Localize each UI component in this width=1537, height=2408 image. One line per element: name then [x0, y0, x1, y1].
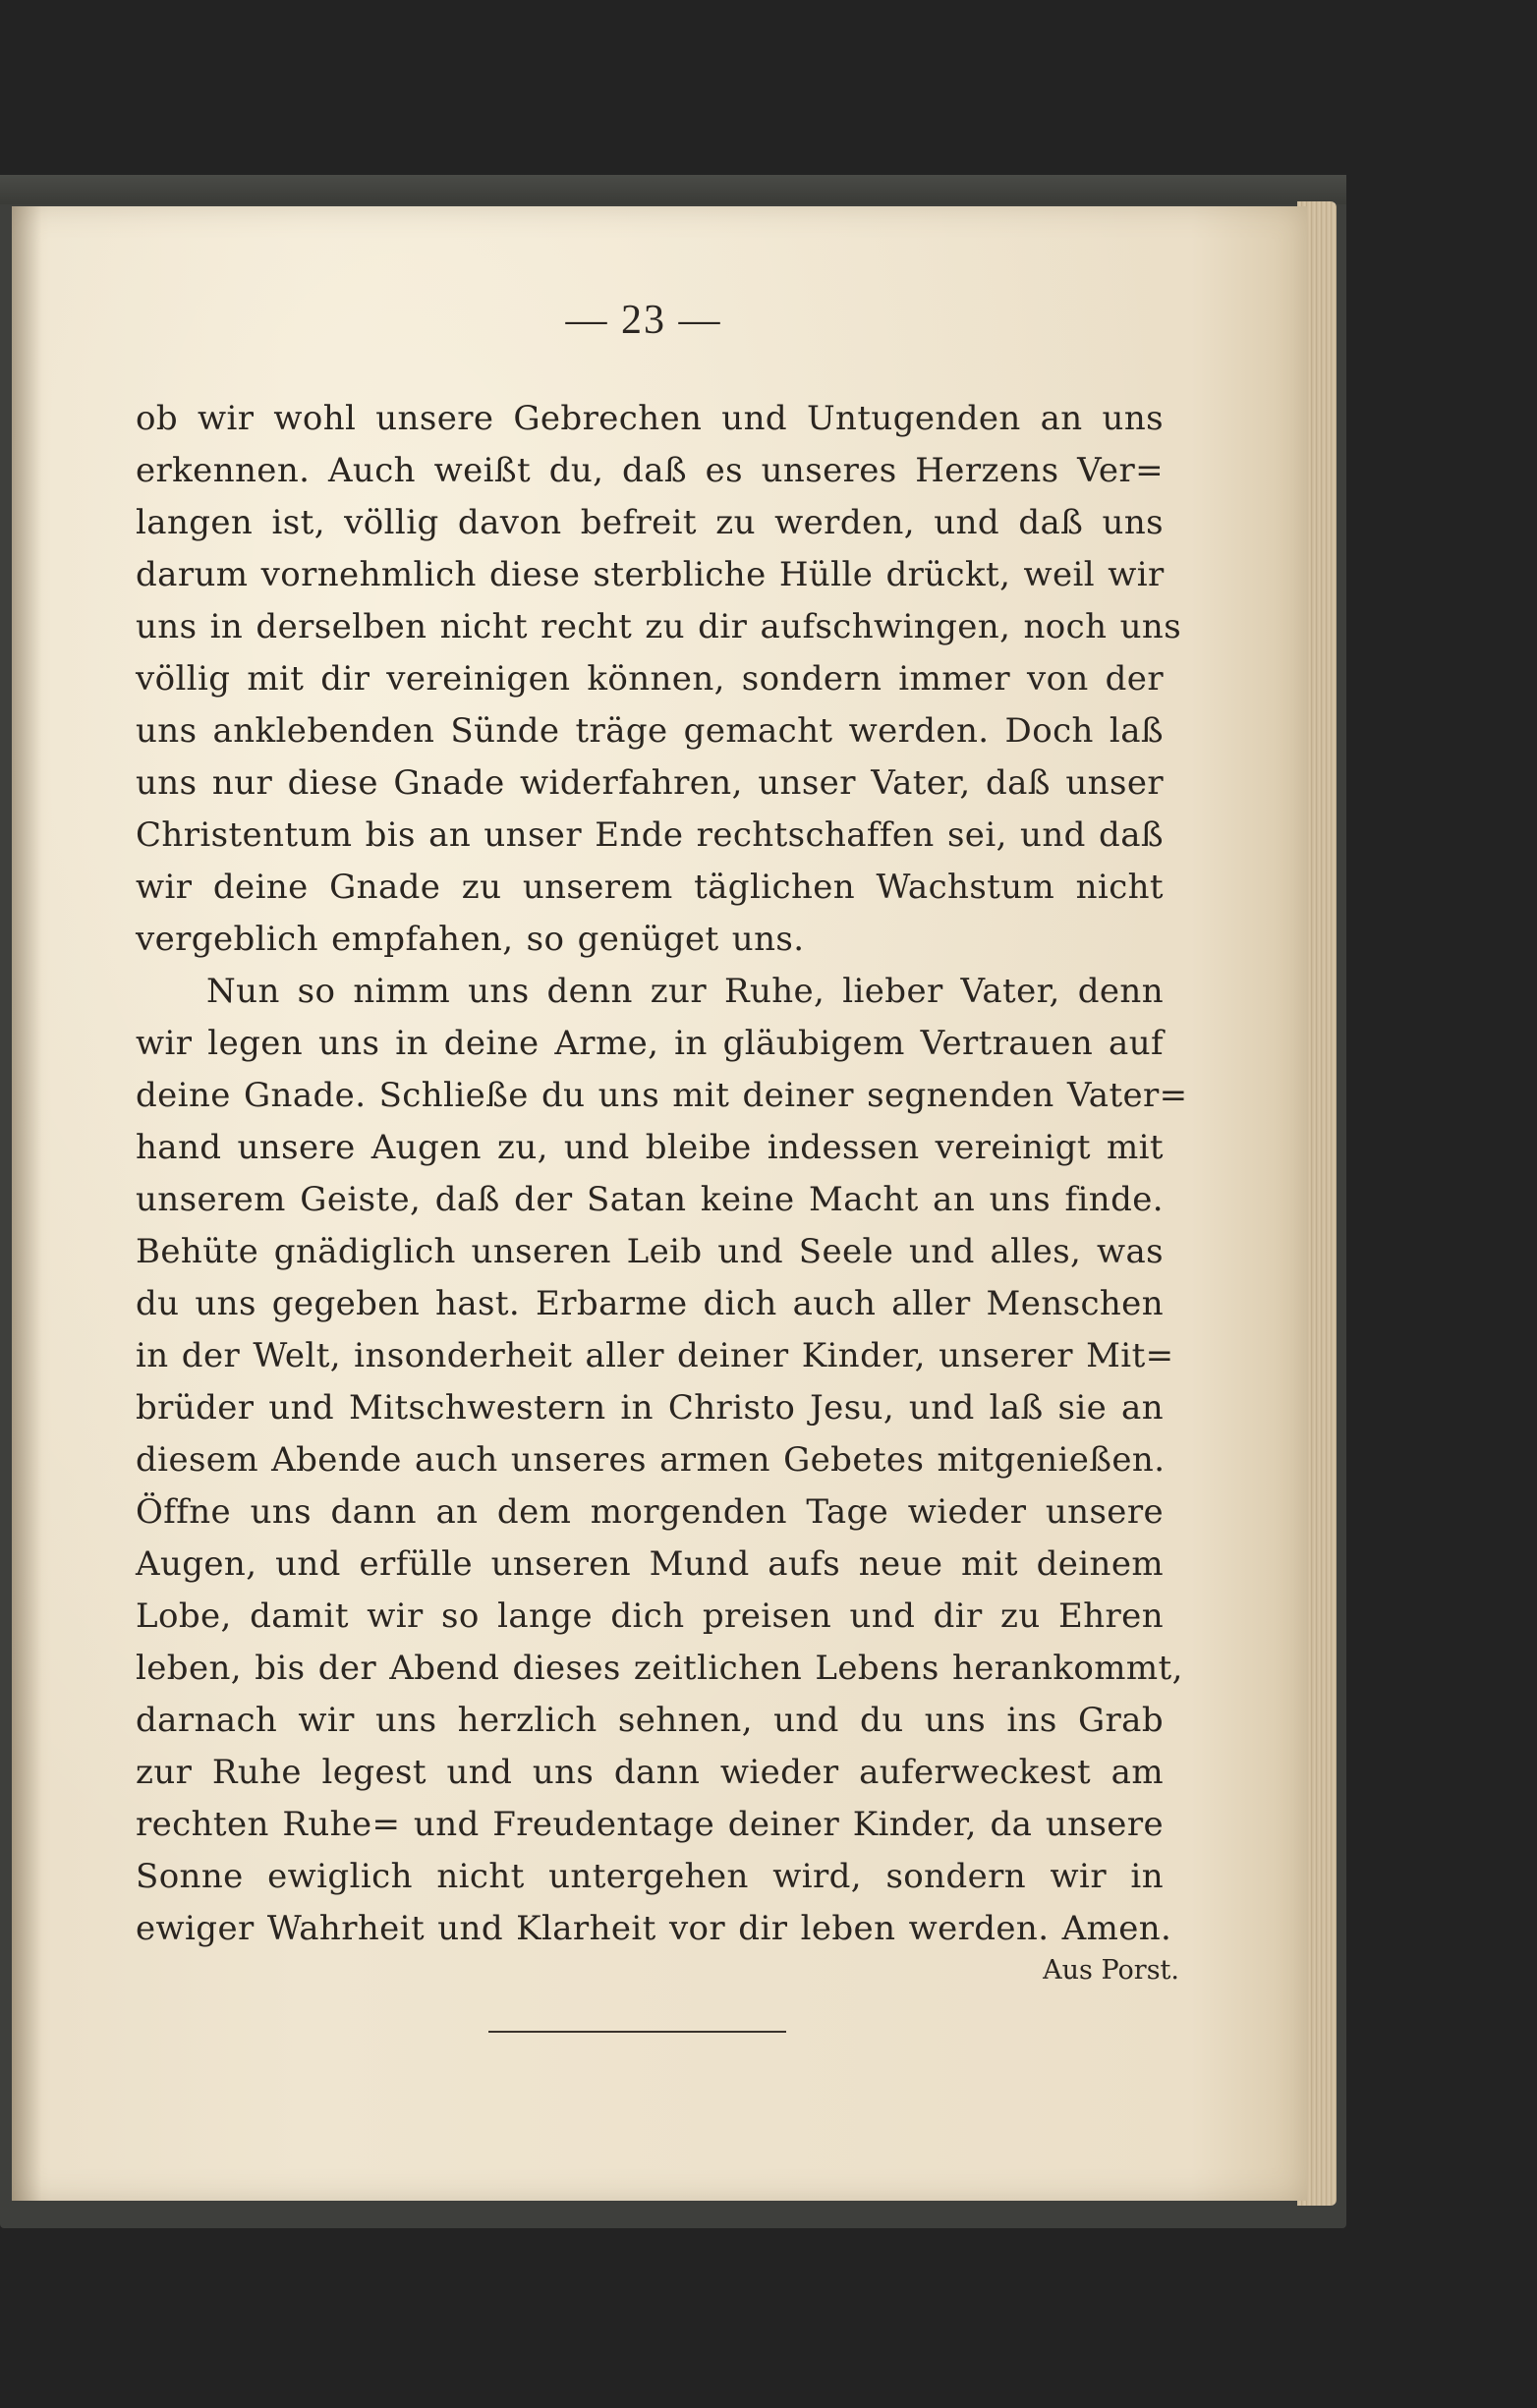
text-line: zur Ruhe legest und uns dann wieder auferweckest am [136, 1753, 1164, 1792]
text-line: Sonne ewiglich nicht untergehen wird, sondern wir in [136, 1857, 1164, 1896]
text-line: uns in derselben nicht recht zu dir aufschwingen, noch uns [136, 607, 1182, 646]
text-line: rechten Ruhe= und Freudentage deiner Kinder, da unsere [136, 1805, 1164, 1844]
text-line: vergeblich empfahen, so genüget uns. [136, 920, 805, 959]
gutter-shadow [12, 206, 41, 2201]
text-line: Christentum bis an unser Ende rechtschaffen sei, und daß [136, 815, 1164, 855]
book-cover-edge [0, 175, 1346, 204]
text-line: diesem Abende auch unseres armen Gebetes mitgenießen. [136, 1440, 1166, 1480]
closing-rule [488, 2031, 786, 2033]
text-line: brüder und Mitschwestern in Christo Jesu, und laß sie an [136, 1388, 1164, 1428]
page-number: — 23 — [565, 298, 722, 343]
text-line: uns nur diese Gnade widerfahren, unser Vater, daß unser [136, 763, 1164, 803]
body-text [136, 393, 1188, 1955]
text-line: erkennen. Auch weißt du, daß es unseres Herzens Ver= [136, 451, 1164, 490]
text-line: unserem Geiste, daß der Satan keine Macht an uns finde. [136, 1180, 1164, 1219]
text-line: wir legen uns in deine Arme, in gläubigem Vertrauen auf [136, 1024, 1164, 1063]
text-line: darum vornehmlich diese sterbliche Hülle drückt, weil wir [136, 555, 1165, 594]
text-line: Nun so nimm uns denn zur Ruhe, lieber Vater, denn [206, 972, 1164, 1011]
source-attribution: Aus Porst. [1043, 1955, 1179, 1986]
text-line: in der Welt, insonderheit aller deiner Kinder, unserer Mit= [136, 1336, 1174, 1375]
text-line: wir deine Gnade zu unserem täglichen Wachstum nicht [136, 868, 1164, 907]
text-line: du uns gegeben hast. Erbarme dich auch aller Menschen [136, 1284, 1164, 1323]
text-line: ob wir wohl unsere Gebrechen und Untugenden an uns [136, 399, 1164, 438]
text-line: Behüte gnädiglich unseren Leib und Seele und alles, was [136, 1232, 1164, 1271]
text-line: hand unsere Augen zu, und bleibe indessen vereinigt mit [136, 1128, 1164, 1167]
text-line: darnach wir uns herzlich sehnen, und du uns ins Grab [136, 1701, 1164, 1740]
text-line: völlig mit dir vereinigen können, sondern immer von der [136, 659, 1164, 699]
text-line: Augen, und erfülle unseren Mund aufs neue mit deinem [136, 1544, 1164, 1584]
text-line: langen ist, völlig davon befreit zu werden, und daß uns [136, 503, 1164, 542]
text-line: Lobe, damit wir so lange dich preisen und dir zu Ehren [136, 1596, 1164, 1636]
text-line: uns anklebenden Sünde träge gemacht werden. Doch laß [136, 711, 1164, 751]
text-line: Öffne uns dann an dem morgenden Tage wieder unsere [136, 1492, 1164, 1532]
text-line: ewiger Wahrheit und Klarheit vor dir leben werden. Amen. [136, 1909, 1172, 1948]
text-line: deine Gnade. Schließe du uns mit deiner segnenden Vater= [136, 1076, 1188, 1115]
text-line: leben, bis der Abend dieses zeitlichen Lebens herankommt, [136, 1649, 1183, 1688]
